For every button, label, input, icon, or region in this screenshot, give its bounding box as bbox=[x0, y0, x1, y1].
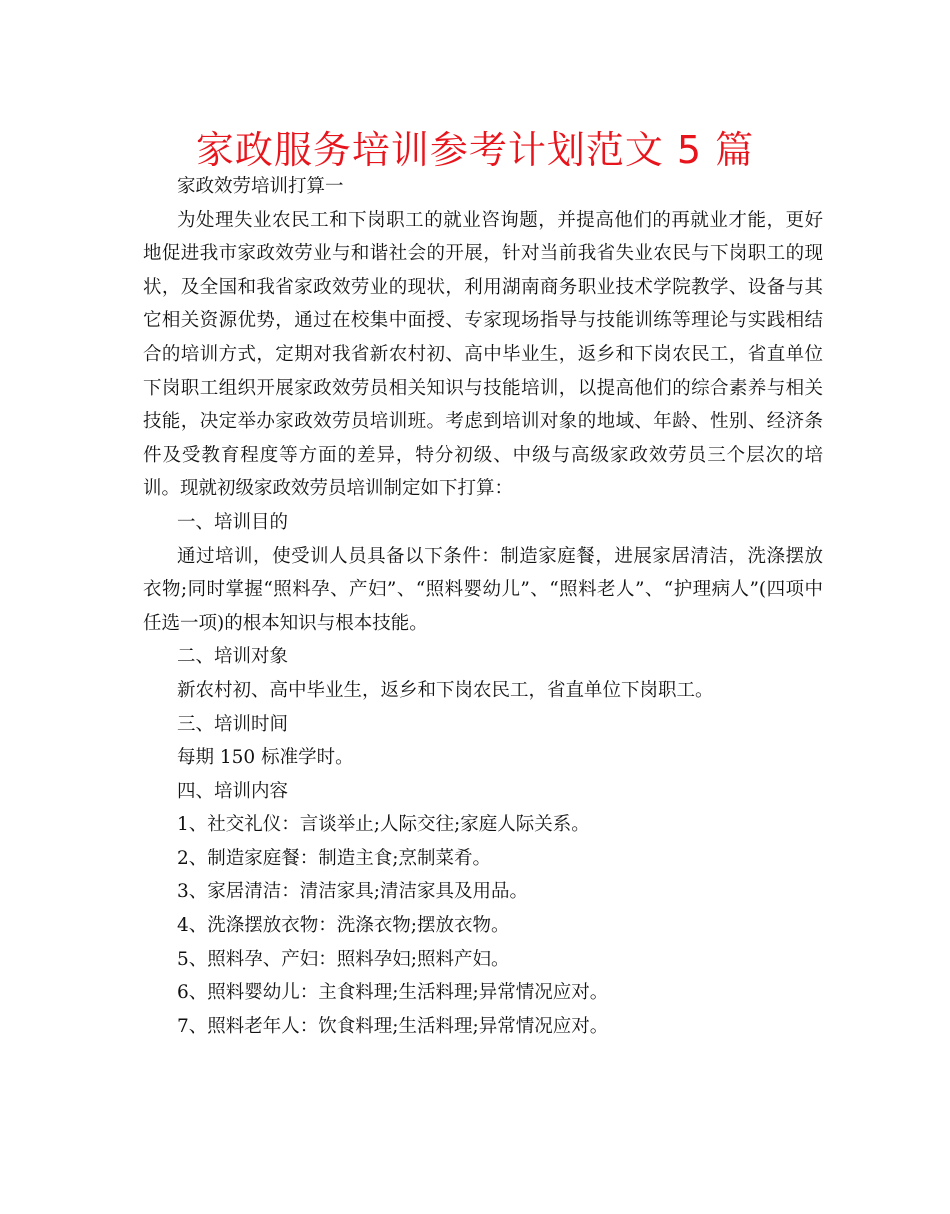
list-item: 2、制造家庭餐：制造主食;烹制菜肴。 bbox=[177, 847, 492, 869]
list-item: 6、照料婴幼儿：主食料理;生活料理;异常情况应对。 bbox=[177, 982, 609, 1004]
section-heading: 一、培训目的 bbox=[177, 511, 289, 533]
list-item: 每期 150 标准学时。 bbox=[177, 747, 354, 769]
section-heading: 三、培训时间 bbox=[177, 713, 289, 735]
list-item: 5、照料孕、产妇：照料孕妇;照料产妇。 bbox=[177, 948, 510, 970]
section-heading: 二、培训对象 bbox=[177, 646, 289, 668]
section-heading: 家政效劳培训打算一 bbox=[177, 176, 344, 197]
list-item: 7、照料老年人：饮食料理;生活料理;异常情况应对。 bbox=[177, 1015, 609, 1037]
intro-paragraph: 为处理失业农民工和下岗职工的就业咨询题，并提高他们的再就业才能，更好地促进我市家政效劳业与和谐社会的开展，针对当前我省失业农民与下岗职工的现状，及全国和我省家政效劳业的现状，利用湖南商务职业技术学院教学、设备与其它相关资源优势，通过在校集中面授、专家现场指导与技能训练等理论与实践相结合的培训方式，定期对我省新农村初、高中毕业生，返乡和下岗农民工，省直单位下岗职工组织开展家政效劳员相关知识与技能培训，以提高他们的综合素养与相关技能，决定举办家政效劳员培训班。考虑到培训对象的地域、年龄、性别、经济条件及受教育程度等方面的差异，特分初级、中级与高级家政效劳员三个层次的培训。现就初级家政效劳员培训制定如下打算： bbox=[143, 209, 823, 500]
document-title: 家政服务培训参考计划范文 5 篇 bbox=[195, 128, 755, 172]
goal-paragraph: 通过培训，使受训人员具备以下条件：制造家庭餐，进展家居清洁，洗涤摆放衣物;同时掌握“照料孕、产妇”、“照料婴幼儿”、“照料老人”、“护理病人”(四项中任选一项)的根本知识与根本技能。 bbox=[143, 545, 823, 634]
list-item: 3、家居清洁：清洁家具;清洁家具及用品。 bbox=[177, 881, 529, 903]
list-item: 新农村初、高中毕业生，返乡和下岗农民工，省直单位下岗职工。 bbox=[177, 679, 714, 701]
section-heading: 四、培训内容 bbox=[177, 780, 289, 802]
document-body bbox=[143, 170, 823, 1043]
list-item: 4、洗涤摆放衣物：洗涤衣物;摆放衣物。 bbox=[177, 915, 510, 937]
list-item: 1、社交礼仪：言谈举止;人际交往;家庭人际关系。 bbox=[177, 814, 590, 836]
